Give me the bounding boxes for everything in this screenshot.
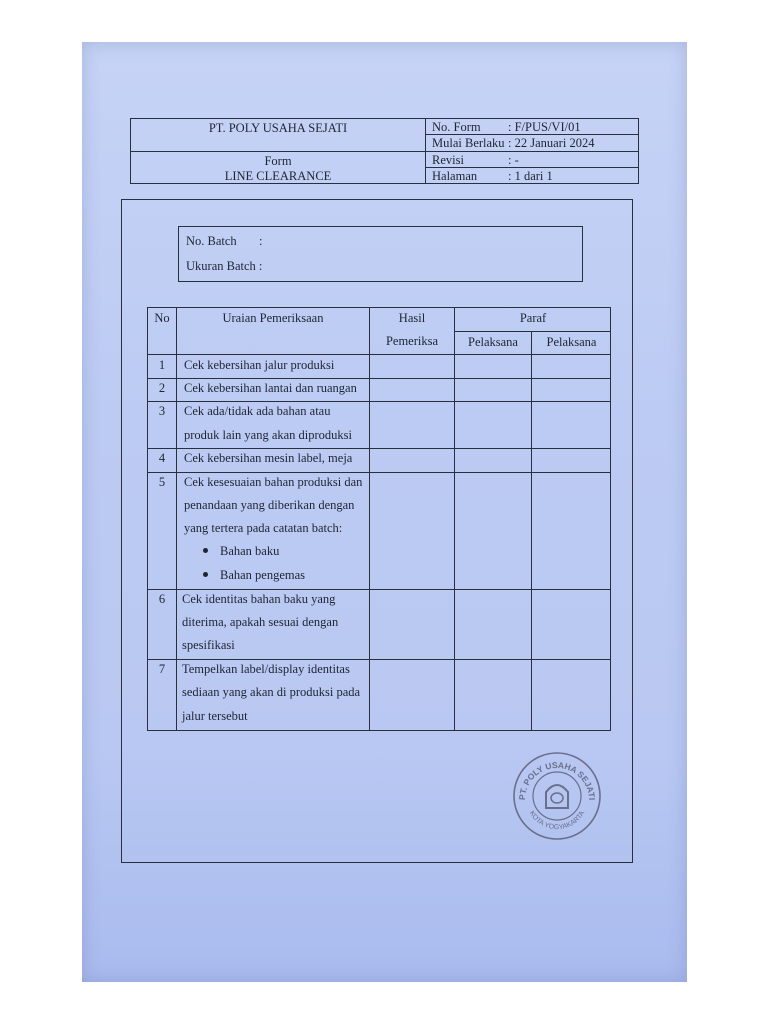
row-number: 4	[158, 451, 166, 465]
header-pelaksana-1: Pelaksana	[468, 335, 518, 349]
row-number: 1	[158, 358, 166, 372]
row-text: sediaan yang akan di produksi pada	[182, 685, 361, 699]
meta-label-revisi: Revisi	[432, 153, 464, 167]
company-name: PT. POLY USAHA SEJATI	[208, 121, 348, 135]
row-text: Cek identitas bahan baku yang	[182, 592, 336, 606]
stamp-bottom-text: KOTA YOGYAKARTA	[527, 809, 587, 832]
row-number: 5	[158, 475, 166, 489]
row-text: Tempelkan label/display identitas	[182, 662, 350, 676]
header-no: No	[154, 311, 170, 325]
meta-value-mulai-berlaku: : 22 Januari 2024	[508, 136, 595, 150]
meta-label-mulai-berlaku: Mulai Berlaku	[432, 136, 505, 150]
company-stamp	[511, 750, 603, 842]
row-number: 3	[158, 404, 166, 418]
header-hasil-1: Hasil	[398, 311, 426, 325]
svg-text:PT. POLY USAHA SEJATI	[517, 760, 597, 801]
row-text: Cek kesesuaian bahan produksi dan	[184, 475, 363, 489]
stamp-seal-icon	[511, 750, 603, 842]
row-text: Cek kebersihan mesin label, meja	[184, 451, 353, 465]
row-text: Cek kebersihan lantai dan ruangan	[184, 381, 357, 395]
bullet-icon	[203, 548, 208, 553]
row-bullet-text: Bahan pengemas	[220, 568, 306, 582]
meta-label-halaman: Halaman	[432, 169, 478, 183]
bullet-icon	[203, 572, 208, 577]
meta-label-no-form: No. Form	[432, 120, 481, 134]
stamp-top-text: PT. POLY USAHA SEJATI	[516, 759, 598, 801]
row-number: 6	[158, 592, 166, 606]
row-text: penandaan yang diberikan dengan	[184, 498, 355, 512]
row-bullet-text: Bahan baku	[220, 544, 280, 558]
header-paraf: Paraf	[519, 311, 547, 325]
row-text: jalur tersebut	[182, 709, 248, 723]
header-hasil-2: Pemeriksa	[385, 334, 439, 348]
row-text: yang tertera pada catatan batch:	[184, 521, 343, 535]
row-number: 2	[158, 381, 166, 395]
meta-value-halaman: : 1 dari 1	[508, 169, 553, 183]
row-text: Cek kebersihan jalur produksi	[184, 358, 335, 372]
header-uraian: Uraian Pemeriksaan	[222, 311, 324, 325]
row-text: produk lain yang akan diproduksi	[184, 428, 353, 442]
form-label: Form	[264, 154, 292, 168]
ukuran-batch-label: Ukuran Batch :	[186, 259, 263, 273]
no-batch-separator: :	[259, 234, 263, 248]
row-text: spesifikasi	[182, 638, 235, 652]
header-pelaksana-2: Pelaksana	[546, 335, 597, 349]
row-text: diterima, apakah sesuai dengan	[182, 615, 339, 629]
row-number: 7	[158, 662, 166, 676]
meta-value-revisi: : -	[508, 153, 519, 167]
row-text: Cek ada/tidak ada bahan atau	[184, 404, 331, 418]
no-batch-label: No. Batch	[186, 234, 237, 248]
meta-value-no-form: : F/PUS/VI/01	[508, 120, 581, 134]
form-title: LINE CLEARANCE	[224, 169, 332, 183]
